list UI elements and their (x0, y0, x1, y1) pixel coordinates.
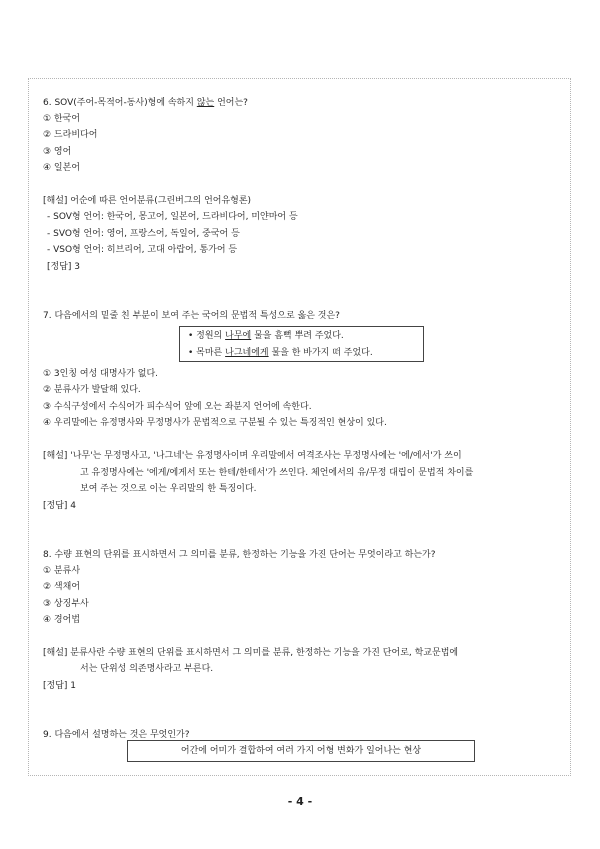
q7-option-2[interactable]: ② 분류사가 발달해 있다. (43, 385, 141, 395)
q8-option-1[interactable]: ① 분류사 (43, 566, 81, 576)
q8-explanation-line: 서는 단위성 의존명사라고 부른다. (80, 664, 214, 674)
q7-answer: [정답] 4 (43, 501, 76, 511)
q9-definition-box: 어간에 어미가 결합하여 여러 가지 어형 변화가 일어나는 현상 (127, 740, 475, 762)
q6-stem-tail: 언어는? (214, 98, 248, 108)
q6-option-1[interactable]: ① 한국어 (43, 114, 81, 124)
q7-example-2-underlined: 나그네에게 (225, 348, 269, 358)
q7-example-box (179, 326, 424, 362)
q7-example-2-text: • 목마른 (188, 348, 226, 358)
q7-example-2-tail: 물을 한 바가지 떠 주었다. (268, 348, 373, 358)
q7-explanation-line: [해설] '나무'는 무정명사고, '나그네'는 유정명사이며 우리말에서 여격조사는 무정명사에는 '에/에서'가 쓰이 (43, 451, 462, 461)
q6-option-4[interactable]: ④ 일본어 (43, 163, 81, 173)
q6-stem-text: 6. SOV(주어-목적어-동사)형에 속하지 (43, 98, 197, 108)
q6-explanation-title: [해설] 어순에 따른 언어분류(그린버그의 언어유형론) (43, 196, 252, 206)
q6-option-3[interactable]: ③ 영어 (43, 147, 72, 157)
q6-stem (43, 97, 248, 109)
q7-example-1-underlined: 나무에 (225, 331, 252, 341)
q6-explanation-line: - SVO형 언어: 영어, 프랑스어, 독일어, 중국어 등 (47, 229, 240, 239)
q8-answer: [정답] 1 (43, 681, 76, 691)
q7-option-3[interactable]: ③ 수식구성에서 수식어가 피수식어 앞에 오는 좌분지 언어에 속한다. (43, 402, 312, 412)
q6-option-2[interactable]: ② 드라비다어 (43, 130, 98, 140)
q7-stem: 7. 다음에서의 밑줄 친 부분이 보여 주는 국어의 문법적 특성으로 옳은 것은? (43, 311, 340, 321)
q6-answer: [정답] 3 (47, 262, 80, 272)
q7-example-2 (188, 347, 373, 359)
page-number: - 4 - (287, 795, 313, 808)
q7-example-1-text: • 정원의 (188, 331, 226, 341)
q8-option-4[interactable]: ④ 경어법 (43, 615, 81, 625)
q7-explanation-line: 보여 주는 것으로 이는 우리말의 한 특징이다. (80, 484, 257, 494)
q6-explanation-line: - VSO형 언어: 히브리어, 고대 아랍어, 통가어 등 (47, 245, 238, 255)
q7-option-1[interactable]: ① 3인칭 여성 대명사가 없다. (43, 369, 159, 379)
q7-example-1-tail: 물을 흠뻑 뿌려 주었다. (251, 331, 344, 341)
q7-explanation-line: 고 유정명사에는 '에게/에게서 또는 한테/한테서'가 쓰인다. 체언에서의 유/무정 대립이 문법적 차이를 (80, 468, 474, 478)
q6-stem-underlined: 않는 (196, 98, 215, 108)
q7-example-1 (188, 330, 344, 342)
q8-explanation-line: [해설] 분류사란 수량 표현의 단위를 표시하면서 그 의미를 분류, 한정하는 기능을 가진 단어로, 학교문법에 (43, 648, 459, 658)
q9-stem: 9. 다음에서 설명하는 것은 무엇인가? (43, 730, 190, 740)
q6-explanation-line: - SOV형 언어: 한국어, 몽고어, 일본어, 드라비다어, 미얀마어 등 (47, 212, 298, 222)
q8-option-3[interactable]: ③ 상징부사 (43, 599, 89, 609)
q8-stem: 8. 수량 표현의 단위를 표시하면서 그 의미를 분류, 한정하는 기능을 가진 단어는 무엇이라고 하는가? (43, 550, 436, 560)
q8-option-2[interactable]: ② 색채어 (43, 582, 81, 592)
q7-option-4[interactable]: ④ 우리말에는 유정명사와 무정명사가 문법적으로 구분될 수 있는 특징적인 현상이 있다. (43, 418, 387, 428)
